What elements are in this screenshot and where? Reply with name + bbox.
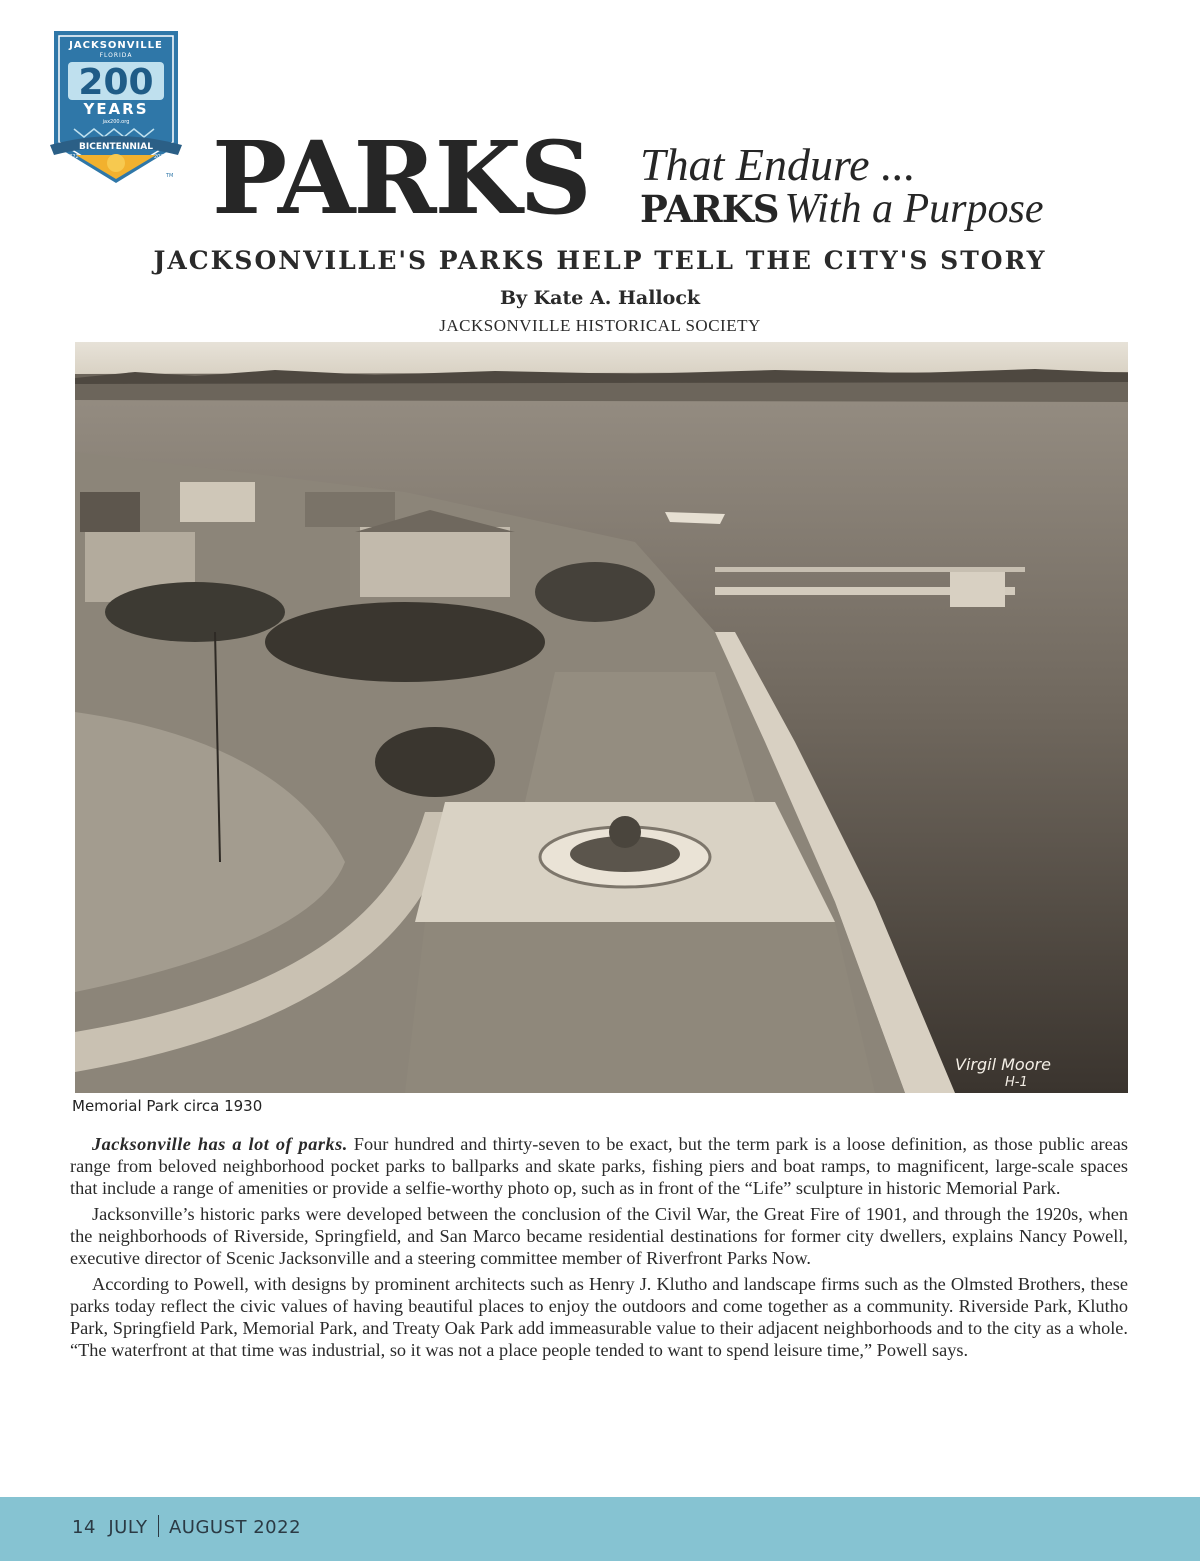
logo-tm: TM: [166, 173, 174, 179]
article-body: [70, 1133, 1128, 1365]
organization: JACKSONVILLE HISTORICAL SOCIETY: [439, 316, 761, 335]
bicentennial-logo: [46, 27, 186, 187]
paragraph-3: According to Powell, with designs by prominent architects such as Henry J. Klutho and landscape firms such as the Olmsted Brothers, these parks today reflect the civic values of having beautiful places to enjoy the outdoors and come together as a community. Riverside Park, Klutho Park, Springfield Park, Memorial Park, and Treaty Oak Park add immeasurable value to their adjacent neighborhoods and to the city as a whole. “The waterfront at that time was industrial, so it was not a place people tended to want to spend leisure time,” Powell says.: [70, 1274, 1128, 1360]
footer-folio: [72, 1515, 301, 1538]
title-line2: [640, 186, 1110, 240]
logo-year-start: 1822: [66, 154, 79, 160]
title-line2-italic: With a Purpose: [784, 186, 1044, 232]
logo-years: YEARS: [83, 100, 149, 118]
paragraph-1-lead: Jacksonville has a lot of parks.: [92, 1134, 348, 1154]
photo-caption: Memorial Park circa 1930: [72, 1097, 263, 1115]
title-line2-bold: PARKS: [640, 187, 779, 231]
photo-signature-code: H-1: [1005, 1075, 1028, 1090]
title-main: PARKS: [212, 119, 590, 237]
article-subtitle: JACKSONVILLE'S PARKS HELP TELL THE CITY'S STORY: [153, 246, 1047, 275]
paragraph-1: [70, 1133, 1128, 1199]
paragraph-1-text: Four hundred and thirty-seven to be exact, but the term park is a loose definition, as those public areas range from beloved neighborhood pocket parks to ballparks and skate parks, fishing piers and boat ramps, to magnificent, large-scale spaces that include a range of amenities or provide a selfie-worthy photo op, such as in front of the “Life” sculpture in historic Memorial Park.: [70, 1134, 1128, 1198]
page-number: 14: [72, 1517, 96, 1538]
title-line1: That Endure ...: [640, 139, 916, 190]
logo-banner: BICENTENNIAL: [79, 142, 153, 152]
logo-number: 200: [78, 62, 154, 103]
logo-state: FLORIDA: [99, 52, 133, 59]
byline: By Kate A. Hallock: [499, 287, 701, 309]
photo-signature: Virgil Moore: [955, 1055, 1051, 1074]
issue-month-1: JULY: [108, 1517, 148, 1538]
issue-month-2: AUGUST 2022: [168, 1517, 302, 1538]
paragraph-2: Jacksonville’s historic parks were developed between the conclusion of the Civil War, the Great Fire of 1901, and through the 1920s, when the neighborhoods of Riverside, Springfield, and San Marco became residential destinations for former city dwellers, explains Nancy Powell, executive director of Scenic Jacksonville and a steering committee member of Riverfront Parks Now.: [70, 1204, 1128, 1268]
title-tagline: [640, 140, 1110, 240]
logo-url: jax200.org: [102, 119, 130, 125]
memorial-park-photo: [75, 342, 1128, 1093]
issue-divider: [158, 1515, 159, 1537]
logo-year-end: 2022: [154, 154, 167, 160]
logo-city: JACKSONVILLE: [69, 40, 163, 51]
page-footer: [0, 1497, 1200, 1561]
